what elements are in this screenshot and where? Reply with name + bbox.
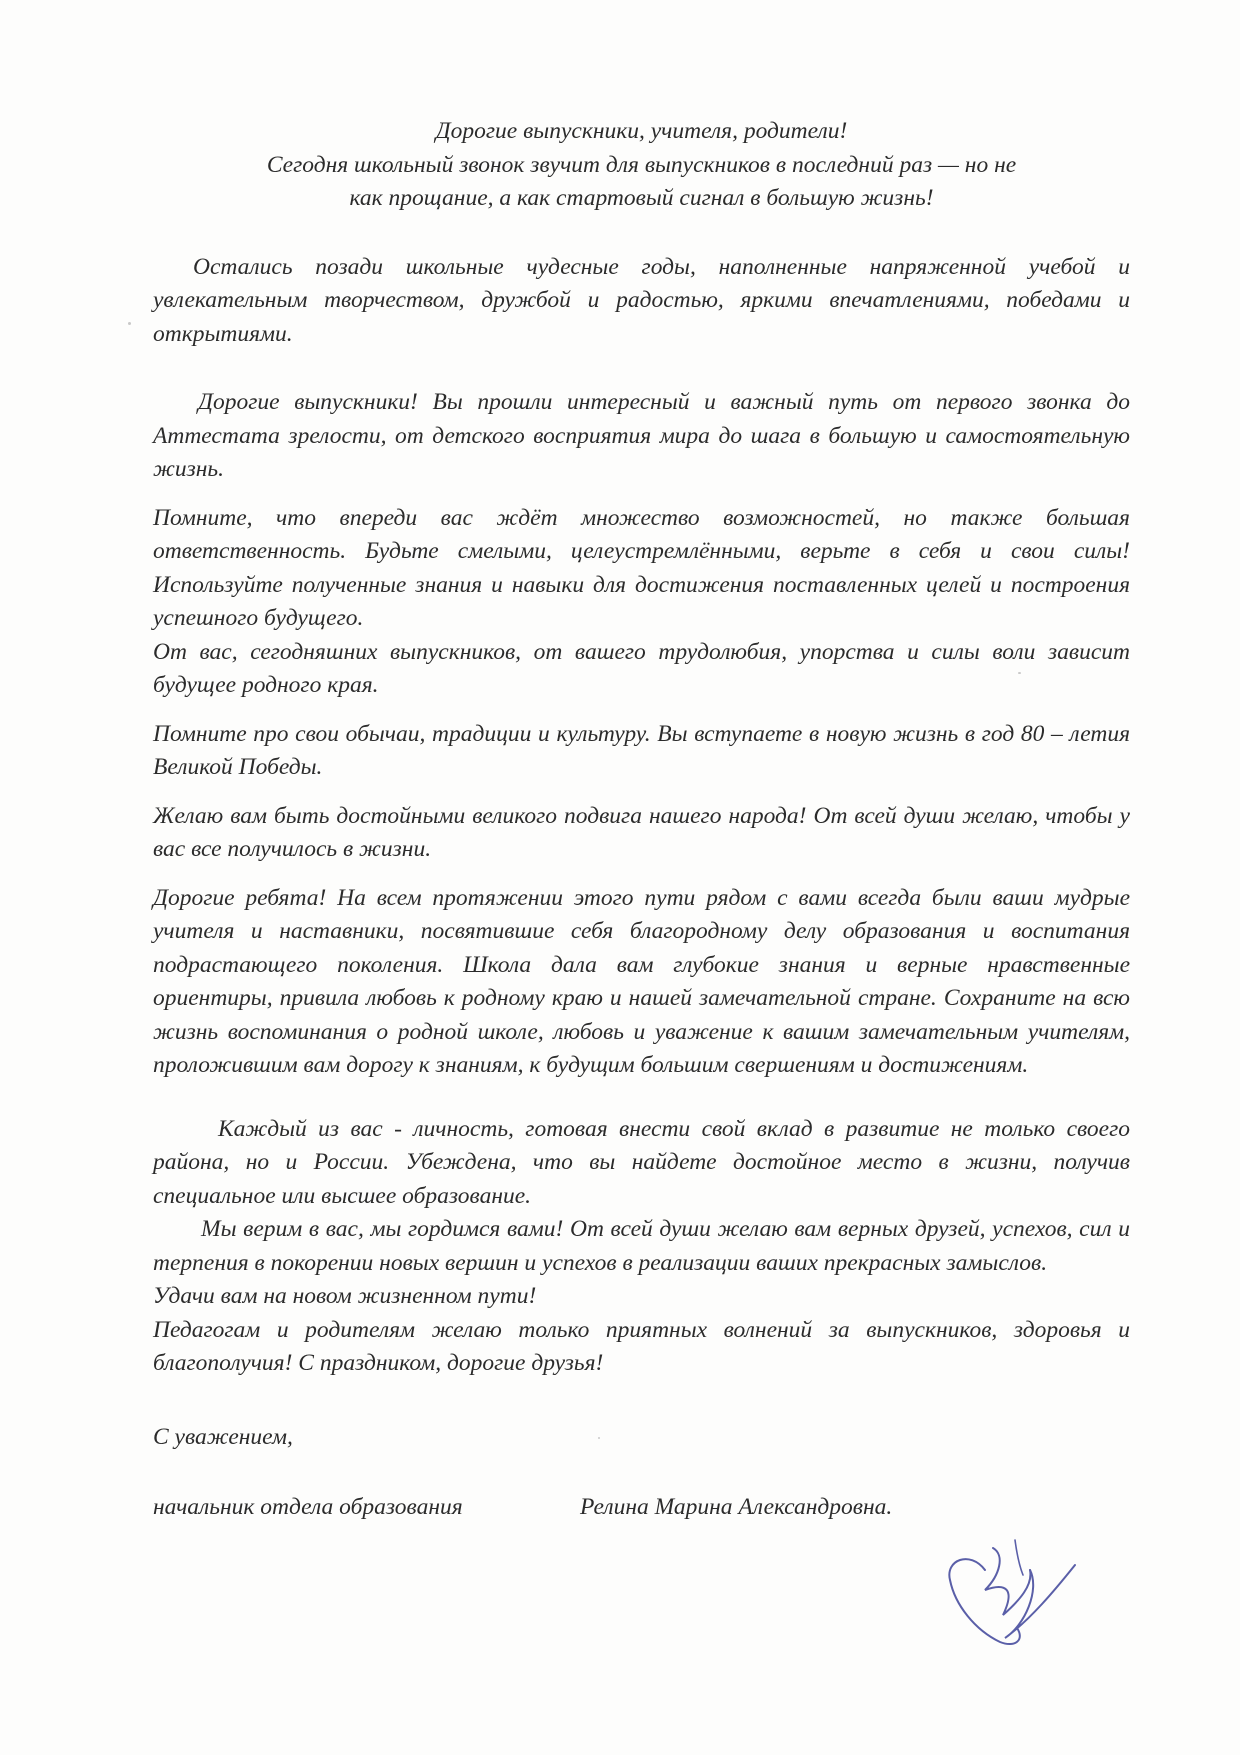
greeting-line: Сегодня школьный звонок звучит для выпускников в последний раз — но не [266,151,1017,178]
letter-body [153,115,1130,1525]
greeting-line: как прощание, а как стартовый сигнал в большую жизнь! [349,185,934,211]
paragraph-opportunities: Помните, что впереди вас ждёт множество возможностей, но также большая ответственность. Будьте смелыми, целеустремлёнными, верьте в себя и свои силы! Используйте полученные знания и навыки для достижения поставленных целей и построения успешного будущего. [153,504,1130,631]
paragraph-belief: Мы верим в вас, мы гордимся вами! От всей души желаю вам верных друзей, успехов, сил и терпения в покорении новых вершин и успехов в реализации ваших прекрасных замыслов. [153,1216,1130,1276]
paragraph-personality: Каждый из вас - личность, готовая внести свой вклад в развитие не только своего района, но и России. Убеждена, что вы найдете достойное место в жизни, получив специальное или высшее образование. [153,1115,1130,1209]
signatory-name: Релина Марина Александровна. [580,1494,893,1520]
paragraph-path: Дорогие выпускники! Вы прошли интересный и важный путь от первого звонка до Аттестата зрелости, от детского восприятия мира до шага в большую и самостоятельную жизнь. [153,389,1130,482]
scan-speck [128,322,131,325]
paragraph-good-luck: Удачи вам на новом жизненном пути! [153,1283,537,1309]
paragraph-future: От вас, сегодняшних выпускников, от вашего трудолюбия, упорства и силы воли зависит будущее родного края. [153,638,1130,698]
signatory-position: начальник отдела образования [153,1494,463,1520]
paragraph-school-years: Остались позади школьные чудесные годы, наполненные напряженной учебой и увлекательным творчеством, дружбой и радостью, яркими впечатлениями, победами и открытиями. [153,253,1130,347]
paragraph-wishes: Желаю вам быть достойными великого подвига нашего народа! От всей души желаю, чтобы у вас все получилось в жизни. [153,802,1130,862]
greeting [153,115,1130,216]
signature-line [153,1491,1130,1525]
paragraph-teachers-parents: Педагогам и родителям желаю только приятных волнений за выпускников, здоровья и благополучия! С праздником, дорогие друзья! [153,1316,1130,1376]
paragraph-teachers: Дорогие ребята! На всем протяжении этого пути рядом с вами всегда были ваши мудрые учителя и наставники, посвятившие себя благородному делу образования и воспитания подрастающего поколения. Школа дала вам глубокие знания и верные нравственные ориентиры, привила любовь к родному краю и нашей замечательной стране. Сохраните на всю жизнь воспоминания о родной школе, любовь и уважение к вашим замечательным учителям, проложившим вам дорогу к знаниям, к будущим большим свершениям и достижениям. [153,884,1130,1078]
closing: С уважением, [153,1423,293,1450]
paragraph-traditions: Помните про свои обычаи, традиции и культуру. Вы вступаете в новую жизнь в год 80 – летия Великой Победы. [153,720,1130,780]
handwritten-signature [945,1530,1090,1650]
greeting-line: Дорогие выпускники, учителя, родители! [435,118,848,144]
